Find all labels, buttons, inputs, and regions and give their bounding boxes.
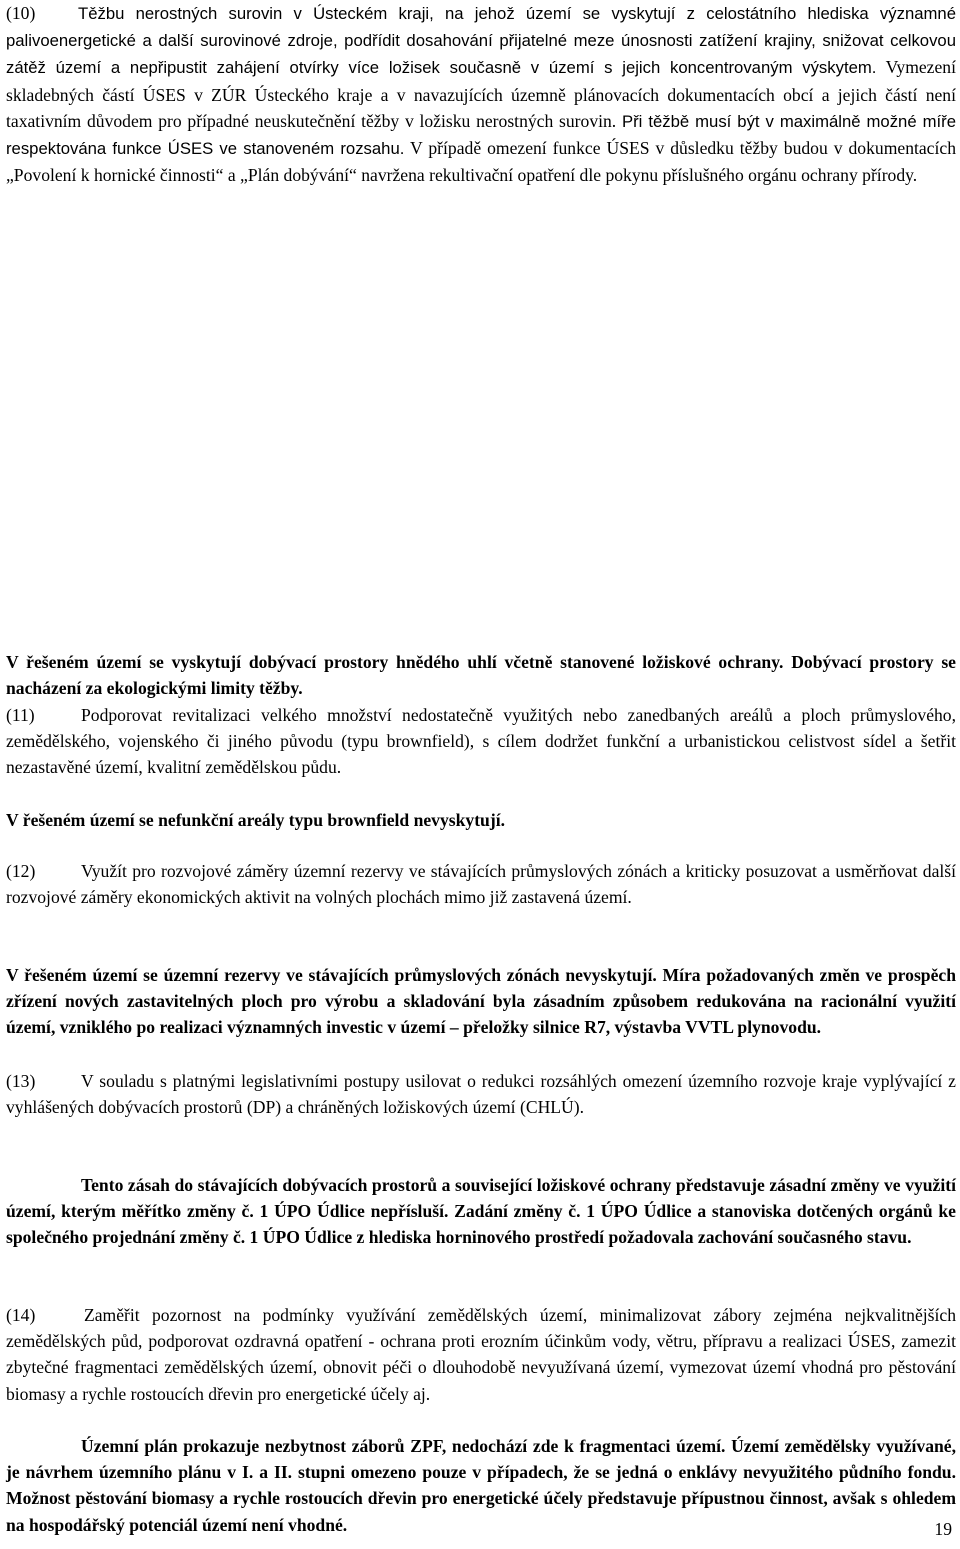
paragraph-number: (11) [6,705,35,725]
note-paragraph-13: Tento zásah do stávajících dobývacích prostorů a související ložiskové ochrany představuje zásadní změny ve využití území, kterým měřítko změny č. 1 ÚPO Údlice nepřísluší. Zadání změny č. 1 ÚPO Údlice a stanoviska dotčených orgánů ke společného projednání změny č. 1 ÚPO Údlice z hlediska horninového prostředí požadovala zachování současného stavu. [6,1175,956,1248]
note-paragraph-12: V řešeném území se územní rezervy ve stávajících průmyslových zónách nevyskytují. Míra požadovaných změn ve prospěch zřízení nových zastavitelných ploch pro výrobu a skladování byla zásadním způsobem redukována na racionální využití území, vzniklého po realizaci významných investic v území – přeložky silnice R7, výstavba VVTL plynovodu. [6,965,956,1038]
note-paragraph-10: V řešeném území se vyskytují dobývací prostory hnědého uhlí včetně stanovené ložiskové ochrany. Dobývací prostory se nacházení za ekologickými limity těžby. [6,652,956,699]
paragraph-text: Při těžbě musí být v maximálně možné míře respektována funkce ÚSES ve stanoveném rozsahu. [6,111,956,159]
page-number: 19 [934,1519,952,1539]
note-paragraph-14: Územní plán prokazuje nezbytnost záborů ZPF, nedochází zde k fragmentaci území. Území zemědělsky využívané, je návrhem územního plánu v I. a II. stupni omezeno pouze v případech, že se jedná o enklávy nevyužitého půdního fondu. Možnost pěstování biomasy a rychle rostoucích dřevin pro energetické účely představuje přípustnou činnost, avšak s ohledem na hospodářský potenciál území není vhodné. [6,1436,956,1535]
paragraph-number: (12) [6,861,36,881]
note-paragraph-11: V řešeném území se nefunkční areály typu brownfield nevyskytují. [6,810,505,830]
paragraph-11 [6,702,956,781]
paragraph-text: V případě omezení funkce ÚSES v důsledku těžby budou v dokumentacích „Povolení k hornické činnosti“ a „Plán dobývání“ navržena rekultivační opatření dle pokynu příslušného orgánu ochrany přírody. [6,138,956,186]
paragraph-10 [6,0,956,188]
paragraph-text: Podporovat revitalizaci velkého množství nedostatečně využitých nebo zanedbaných areálů a ploch průmyslového, zemědělského, vojenského či jiného původu (typu brownfield), s cílem dodržet funkční a urbanistickou celistvost sídel a šetřit nezastavěné území, kvalitní zemědělskou půdu. [6,705,956,778]
paragraph-number: (14) [6,1305,36,1325]
paragraph-13 [6,1068,956,1120]
paragraph-text: V souladu s platnými legislativními postupy usilovat o redukci rozsáhlých omezení územního rozvoje kraje vyplývající z vyhlášených dobývacích prostorů (DP) a chráněných ložiskových území (CHLÚ). [6,1071,956,1118]
paragraph-text: Těžbu nerostných surovin v Ústeckém kraji, na jehož území se vyskytují z celostátního hlediska významné palivoenergetické a další surovinové zdroje, podřídit dosahování přijatelné meze únosnosti zatížení krajiny, snižovat celkovou zátěž území a nepřipustit zahájení otvírky více ložisek současně v území s jejich koncentrovaným výskytem. [6,4,956,78]
paragraph-number: (10) [6,3,36,23]
paragraph-14 [6,1302,956,1407]
paragraph-12 [6,858,956,910]
paragraph-text: Zaměřit pozornost na podmínky využívání zemědělských území, minimalizovat zábory zejména nejkvalitnějších zemědělských půd, podporovat ozdravná opatření - ochrana proti erozním účinkům vody, větru, přípravu a realizaci ÚSES, zamezit zbytečné fragmentaci zemědělských území, obnovit péči o dlouhodobě nevyužívaná území, vymezovat území vhodná pro pěstování biomasy a rychle rostoucích dřevin pro energetické účely aj. [6,1305,956,1404]
paragraph-text: Využít pro rozvojové záměry územní rezervy ve stávajících průmyslových zónách a kriticky posuzovat a usměrňovat další rozvojové záměry ekonomických aktivit na volných plochách mimo již zastavená území. [6,861,956,908]
paragraph-text: Vymezení skladebných částí ÚSES v ZÚR Ústeckého kraje a v navazujících územně plánovacích dokumentacích obcí a jejich částí není taxativním důvodem pro případné neuskutečnění těžby v ložisku nerostných surovin. [6,57,956,131]
paragraph-number: (13) [6,1071,36,1091]
